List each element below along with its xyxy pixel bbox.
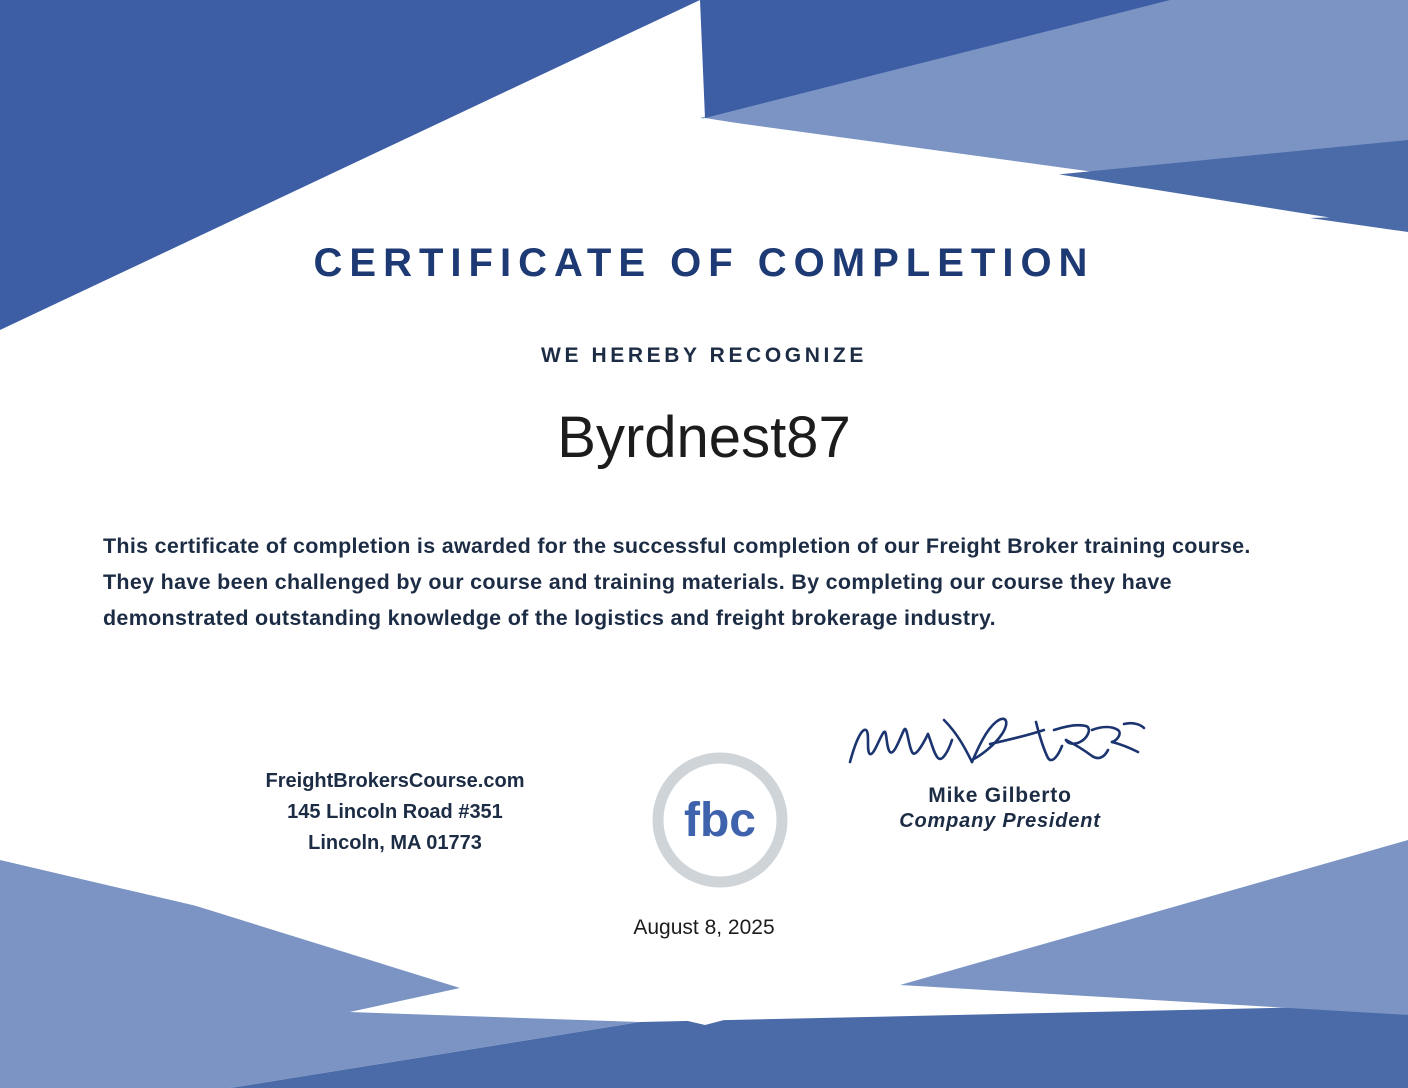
page-title: CERTIFICATE OF COMPLETION bbox=[313, 241, 1095, 285]
issuer-website: FreightBrokersCourse.com bbox=[265, 770, 525, 792]
certificate-body-text: This certificate of completion is awarded for the successful completion of our Freight Broker training course. They have been challenged by our course and training materials. By completing our course they have demonstrated outstanding knowledge of the logistics and freight brokerage industry. bbox=[103, 534, 1251, 630]
signer-name: Mike Gilberto bbox=[928, 784, 1072, 807]
issuer-address-line2: Lincoln, MA 01773 bbox=[308, 832, 482, 854]
fbc-logo-icon bbox=[648, 748, 792, 892]
recognition-subtitle: WE HEREBY RECOGNIZE bbox=[541, 344, 867, 367]
issue-date: August 8, 2025 bbox=[633, 916, 775, 939]
fbc-logo bbox=[648, 748, 792, 892]
issuer-address-line1: 145 Lincoln Road #351 bbox=[287, 801, 503, 823]
signer-role: Company President bbox=[899, 810, 1101, 832]
issuer-block bbox=[130, 766, 660, 859]
fbc-logo-text: fbc bbox=[684, 794, 756, 847]
handwritten-signature-icon bbox=[840, 700, 1160, 780]
recipient-name: Byrdnest87 bbox=[557, 405, 851, 470]
signature-block bbox=[800, 700, 1200, 833]
